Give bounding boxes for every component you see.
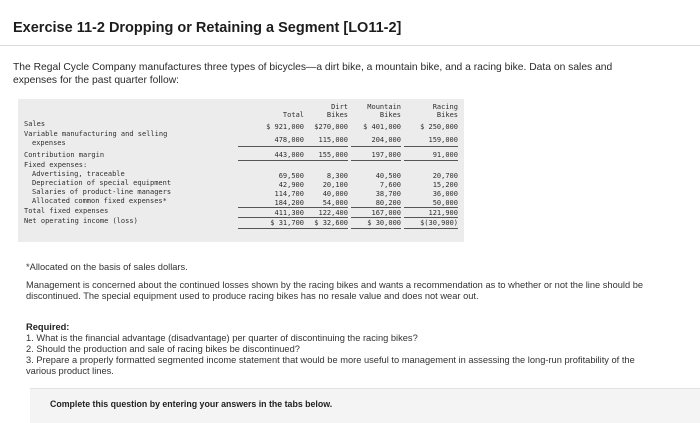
header-mountain xyxy=(351,103,401,119)
cell-salaries-racing: 36,000 xyxy=(432,190,458,198)
cell-sales-racing: $ 250,000 xyxy=(420,123,458,131)
underline xyxy=(404,217,458,218)
row-label-variable-expenses-cont: expenses xyxy=(32,139,66,147)
cell-advertising-dirt: 8,300 xyxy=(326,172,348,180)
cell-advertising-total: 69,500 xyxy=(278,172,304,180)
cell-cm-dirt: 155,000 xyxy=(318,151,348,159)
underline xyxy=(304,146,348,147)
cell-salaries-total: 114,700 xyxy=(274,190,304,198)
underline xyxy=(404,207,458,208)
row-label-advertising: Advertising, traceable xyxy=(32,170,125,178)
row-label-contribution-margin: Contribution margin xyxy=(24,151,105,159)
footnote: *Allocated on the basis of sales dollars. xyxy=(26,262,188,272)
header-dirt-line2: Bikes xyxy=(326,111,348,119)
cell-cm-total: 443,000 xyxy=(274,151,304,159)
required-item-1: 1. What is the financial advantage (disadvantage) per quarter of discontinuing the racing bikes? xyxy=(26,333,418,343)
cell-sales-mountain: $ 401,000 xyxy=(363,123,401,131)
underline xyxy=(404,146,458,147)
cell-total-fixed-mountain: 167,000 xyxy=(371,209,401,217)
required-heading: Required: xyxy=(26,322,70,332)
cell-noi-total: $ 31,700 xyxy=(270,219,304,227)
row-label-fixed-expenses: Fixed expenses: xyxy=(24,161,88,169)
row-label-depreciation: Depreciation of special equipment xyxy=(32,179,172,187)
cell-noi-mountain: $ 30,000 xyxy=(367,219,401,227)
cell-variable-dirt: 115,000 xyxy=(318,136,348,144)
cell-salaries-dirt: 40,000 xyxy=(322,190,348,198)
cell-variable-racing: 159,000 xyxy=(428,136,458,144)
underline xyxy=(238,146,304,147)
underline xyxy=(404,160,458,161)
answer-tabs-banner xyxy=(30,388,700,423)
cell-noi-dirt: $ 32,600 xyxy=(314,219,348,227)
income-statement-table xyxy=(18,99,464,242)
double-underline xyxy=(304,228,348,229)
cell-total-fixed-racing: 121,900 xyxy=(428,209,458,217)
cell-salaries-mountain: 38,700 xyxy=(375,190,401,198)
underline xyxy=(351,146,401,147)
underline xyxy=(304,207,348,208)
cell-allocated-mountain: 80,200 xyxy=(375,199,401,207)
double-underline xyxy=(238,228,304,229)
cell-variable-total: 478,000 xyxy=(274,136,304,144)
cell-depreciation-mountain: 7,600 xyxy=(379,181,401,189)
cell-noi-racing: $(30,900) xyxy=(420,219,458,227)
header-racing-line1: Racing xyxy=(432,103,458,111)
double-underline xyxy=(351,228,401,229)
cell-variable-mountain: 204,000 xyxy=(371,136,401,144)
header-dirt-line1: Dirt xyxy=(331,103,348,111)
row-label-sales: Sales xyxy=(24,120,46,128)
underline xyxy=(238,217,304,218)
underline xyxy=(304,160,348,161)
intro-text: The Regal Cycle Company manufactures three types of bicycles—a dirt bike, a mountain bike, and a racing bike. Data on sales and expenses for the past quarter follow: xyxy=(13,62,613,86)
cell-total-fixed-total: 411,300 xyxy=(274,209,304,217)
cell-depreciation-racing: 15,200 xyxy=(432,181,458,189)
row-label-allocated-common: Allocated common fixed expenses* xyxy=(32,197,167,205)
double-underline xyxy=(404,228,458,229)
cell-advertising-racing: 20,700 xyxy=(432,172,458,180)
cell-depreciation-total: 42,900 xyxy=(278,181,304,189)
row-label-total-fixed: Total fixed expenses xyxy=(24,207,109,215)
cell-sales-dirt: $270,000 xyxy=(314,123,348,131)
underline xyxy=(304,217,348,218)
cell-sales-total: $ 921,000 xyxy=(266,123,304,131)
underline xyxy=(351,207,401,208)
header-mountain-line1: Mountain xyxy=(367,103,401,111)
header-dirt xyxy=(304,103,348,119)
row-label-salaries: Salaries of product-line managers xyxy=(32,188,172,196)
cell-allocated-dirt: 54,000 xyxy=(322,199,348,207)
underline xyxy=(238,160,304,161)
cell-cm-racing: 91,000 xyxy=(432,151,458,159)
row-label-variable-expenses: Variable manufacturing and selling xyxy=(24,130,168,138)
required-item-2: 2. Should the production and sale of racing bikes be discontinued? xyxy=(26,344,300,354)
cell-total-fixed-dirt: 122,400 xyxy=(318,209,348,217)
management-paragraph: Management is concerned about the continued losses shown by the racing bikes and wants a recommendation as to whether or not the line should be discontinued. The special equipment used to produce racing bikes has no resale value and does not wear out. xyxy=(26,280,644,301)
page-title: Exercise 11-2 Dropping or Retaining a Segment [LO11-2] xyxy=(13,20,402,36)
cell-cm-mountain: 197,000 xyxy=(371,151,401,159)
cell-allocated-racing: 50,000 xyxy=(432,199,458,207)
title-divider xyxy=(0,45,700,46)
header-mountain-line2: Bikes xyxy=(379,111,401,119)
header-racing-line2: Bikes xyxy=(436,111,458,119)
cell-allocated-total: 184,200 xyxy=(274,199,304,207)
header-total: Total xyxy=(282,111,304,119)
cell-advertising-mountain: 40,500 xyxy=(375,172,401,180)
row-label-net-operating-income: Net operating income (loss) xyxy=(24,217,138,225)
required-item-3: 3. Prepare a properly formatted segmented income statement that would be more useful to management in assessing the long-run profitability of the various product lines. xyxy=(26,355,635,376)
cell-depreciation-dirt: 20,100 xyxy=(322,181,348,189)
underline xyxy=(351,160,401,161)
answer-instructions: Complete this question by entering your answers in the tabs below. xyxy=(50,399,333,409)
underline xyxy=(351,217,401,218)
underline xyxy=(238,207,304,208)
header-racing xyxy=(404,103,458,119)
